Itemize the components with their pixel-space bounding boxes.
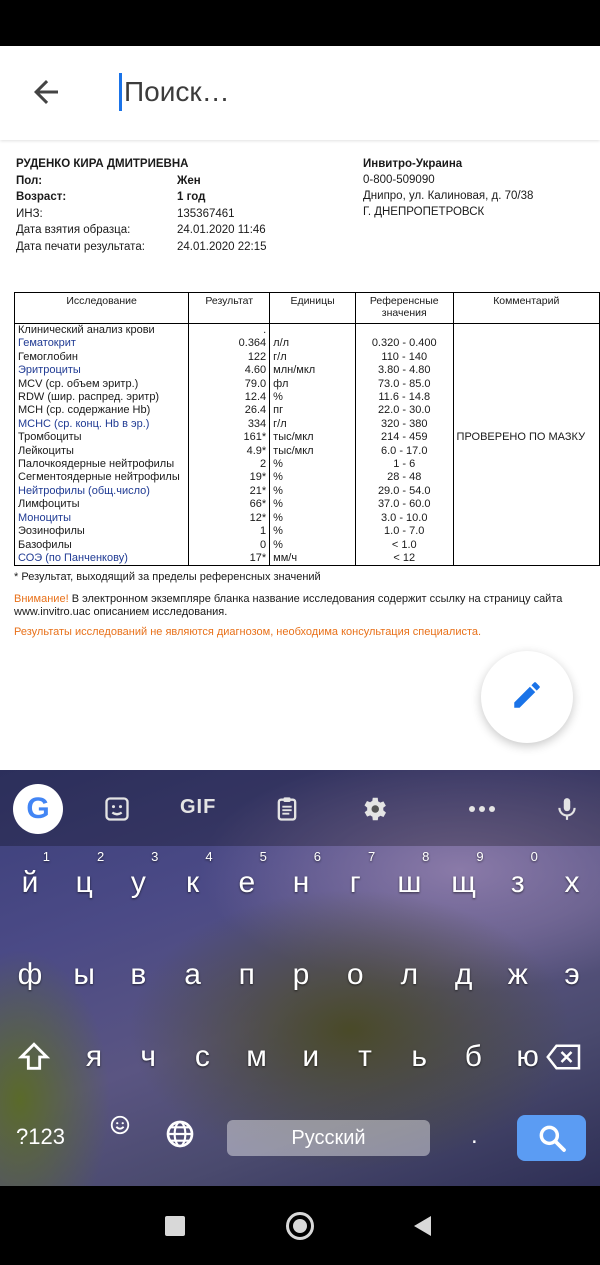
footnote: * Результат, выходящий за пределы референсных значений <box>14 571 321 583</box>
test-name[interactable]: MCHC (ср. конц. Hb в эр.) <box>15 418 189 431</box>
comment <box>453 337 599 350</box>
result-value: 1 <box>189 525 270 538</box>
key-ч[interactable] <box>124 1032 172 1082</box>
lab-info <box>363 158 533 222</box>
test-name: Сегментоядерные нейтрофилы <box>15 471 189 484</box>
comment <box>453 512 599 525</box>
reference-range <box>355 324 453 338</box>
table-row <box>15 512 600 525</box>
table-row <box>15 378 600 391</box>
test-name: Тромбоциты <box>15 431 189 444</box>
key-hint: 1 <box>42 849 50 864</box>
patient-field <box>16 191 206 208</box>
unit: тыс/мкл <box>270 431 356 444</box>
triangle-back-icon[interactable] <box>411 1214 433 1243</box>
table-row <box>15 445 600 458</box>
patient-field <box>16 207 235 225</box>
header-units: Единицы <box>270 293 356 324</box>
table-row <box>15 498 600 511</box>
field-label: Пол: <box>16 174 43 187</box>
result-value: 4.9* <box>189 445 270 458</box>
test-name: Гемоглобин <box>15 351 189 364</box>
key-hint: 6 <box>313 849 321 864</box>
comment <box>453 324 599 338</box>
result-value: 26.4 <box>189 404 270 417</box>
arrow-left-icon[interactable] <box>28 74 64 110</box>
field-label: Возраст: <box>16 191 67 203</box>
result-value: 79.0 <box>189 378 270 391</box>
patient-info <box>16 158 267 257</box>
key-label: р <box>292 958 310 991</box>
result-value: 4.60 <box>189 364 270 377</box>
key-х[interactable] <box>548 858 596 908</box>
key-а[interactable] <box>169 950 217 1000</box>
result-value: 12.4 <box>189 391 270 404</box>
table-row <box>15 485 600 498</box>
key-label: и <box>302 1040 320 1073</box>
globe-icon[interactable] <box>156 1112 204 1162</box>
unit: г/л <box>270 418 356 431</box>
key-label: с <box>194 1040 210 1073</box>
key-hint: 8 <box>422 849 430 864</box>
key-в[interactable] <box>114 950 162 1000</box>
comment <box>453 351 599 364</box>
key-label: ч <box>140 1040 156 1073</box>
key-label: д <box>454 958 473 991</box>
key-label: ь <box>411 1040 427 1073</box>
comment <box>453 378 599 391</box>
backspace-key[interactable] <box>540 1032 588 1082</box>
key-label: ф <box>17 958 43 991</box>
table-row <box>15 539 600 552</box>
key-label: л <box>400 958 419 991</box>
key-г[interactable] <box>331 849 379 908</box>
key-label: т <box>358 1040 372 1073</box>
key-н[interactable] <box>277 849 325 908</box>
key-hint: 4 <box>205 849 213 864</box>
key-о[interactable] <box>331 950 379 1000</box>
key-й[interactable] <box>6 849 54 908</box>
comment <box>453 552 599 566</box>
key-д[interactable] <box>440 950 488 1000</box>
key-hint: 9 <box>476 849 484 864</box>
key-label: п <box>238 958 255 991</box>
header-result: Результат <box>189 293 270 324</box>
result-value: 0.364 <box>189 337 270 350</box>
comment <box>453 525 599 538</box>
key-hint: 5 <box>259 849 267 864</box>
text-cursor <box>119 73 122 111</box>
warning-note <box>14 593 584 619</box>
key-ц[interactable] <box>60 849 108 908</box>
table-row <box>15 324 600 338</box>
key-label: е <box>238 866 256 899</box>
unit <box>270 324 356 338</box>
comment <box>453 445 599 458</box>
gear-icon[interactable] <box>357 792 391 826</box>
lab-phone: 0-800-509090 <box>363 174 435 186</box>
reference-range: 0.320 - 0.400 <box>355 337 453 350</box>
test-name: Эозинофилы <box>15 525 189 538</box>
key-label: й <box>21 866 39 899</box>
result-value: 334 <box>189 418 270 431</box>
key-к[interactable] <box>169 849 217 908</box>
key-label: м <box>246 1040 267 1073</box>
search-bar <box>0 46 600 140</box>
key-т[interactable] <box>341 1032 389 1082</box>
test-name: MCH (ср. содержание Hb) <box>15 404 189 417</box>
unit: % <box>270 525 356 538</box>
key-label: з <box>510 866 525 899</box>
result-value: 0 <box>189 539 270 552</box>
unit: % <box>270 458 356 471</box>
reference-range: 73.0 - 85.0 <box>355 378 453 391</box>
key-р[interactable] <box>277 950 325 1000</box>
symbols-key[interactable]: ?123 <box>16 1124 65 1149</box>
result-value: 161* <box>189 431 270 444</box>
status-bar <box>0 0 600 46</box>
key-label: у <box>130 866 146 899</box>
reference-range: 320 - 380 <box>355 418 453 431</box>
keyboard <box>0 770 600 1186</box>
key-label: о <box>346 958 364 991</box>
reference-range: 214 - 459 <box>355 431 453 444</box>
table-row <box>15 552 600 566</box>
comment: ПРОВЕРЕНО ПО МАЗКУ <box>453 431 599 444</box>
table-row <box>15 471 600 484</box>
key-п[interactable] <box>223 950 271 1000</box>
key-ж[interactable] <box>494 950 542 1000</box>
comment <box>453 498 599 511</box>
unit: % <box>270 512 356 525</box>
edit-button[interactable] <box>481 651 573 743</box>
warning-label: Внимание! <box>14 593 69 605</box>
key-з[interactable] <box>494 849 542 908</box>
table-row <box>15 337 600 350</box>
more-icon[interactable] <box>465 792 499 826</box>
comment <box>453 364 599 377</box>
reference-range: 37.0 - 60.0 <box>355 498 453 511</box>
square-recents-icon[interactable] <box>165 1216 185 1236</box>
reference-range: 28 - 48 <box>355 471 453 484</box>
comment <box>453 485 599 498</box>
table-row <box>15 364 600 377</box>
unit: л/л <box>270 337 356 350</box>
field-label: ИНЗ: <box>16 207 43 220</box>
field-value: Жен <box>177 174 201 187</box>
disclaimer: Результаты исследований не являются диагнозом, необходима консультация специалиста. <box>14 626 482 638</box>
comment <box>453 471 599 484</box>
key-label: б <box>464 1040 482 1073</box>
unit: фл <box>270 378 356 391</box>
key-б[interactable] <box>449 1032 497 1082</box>
space-key[interactable]: Русский <box>227 1120 430 1156</box>
comment <box>453 404 599 417</box>
reference-range: 6.0 - 17.0 <box>355 445 453 458</box>
results-table <box>14 292 600 566</box>
unit: % <box>270 539 356 552</box>
reference-range: 29.0 - 54.0 <box>355 485 453 498</box>
key-э[interactable] <box>548 950 596 1000</box>
result-value: . <box>189 324 270 338</box>
reference-range: 11.6 - 14.8 <box>355 391 453 404</box>
key-ь[interactable] <box>395 1032 443 1082</box>
result-value: 17* <box>189 552 270 566</box>
header-comment: Комментарий <box>453 293 599 324</box>
test-name[interactable]: Нейтрофилы (общ.число) <box>15 485 189 498</box>
key-label: а <box>184 958 201 991</box>
test-name: Палочкоядерные нейтрофилы <box>15 458 189 471</box>
result-value: 66* <box>189 498 270 511</box>
reference-range: < 12 <box>355 552 453 566</box>
table-row <box>15 391 600 404</box>
key-label: ы <box>73 958 95 991</box>
result-value: 19* <box>189 471 270 484</box>
comment <box>453 458 599 471</box>
unit: г/л <box>270 351 356 364</box>
key-е[interactable] <box>223 849 271 908</box>
comment <box>453 391 599 404</box>
emoji-key[interactable] <box>96 1105 144 1155</box>
key-я[interactable] <box>70 1032 118 1082</box>
key-ф[interactable] <box>6 950 54 1000</box>
test-name[interactable]: Моноциты <box>15 512 189 525</box>
unit: % <box>270 485 356 498</box>
key-и[interactable] <box>287 1032 335 1082</box>
unit: пг <box>270 404 356 417</box>
key-ы[interactable] <box>60 950 108 1000</box>
field-value: 1 год <box>177 191 206 203</box>
search-enter-key[interactable] <box>517 1115 586 1161</box>
field-label: Дата печати результата: <box>16 240 145 253</box>
unit: % <box>270 391 356 404</box>
unit: % <box>270 498 356 511</box>
warning-text: В электронном экземпляре бланка название исследования содержит ссылку на страницу сайта www.invitro.uac описанием исследования. <box>14 593 563 618</box>
key-hint: 2 <box>96 849 105 864</box>
patient-field <box>16 224 266 241</box>
unit: % <box>270 471 356 484</box>
table-row <box>15 431 600 444</box>
key-м[interactable] <box>233 1032 281 1082</box>
field-value: 135367461 <box>177 207 235 220</box>
test-name[interactable]: Гематокрит <box>15 337 189 350</box>
test-name: RDW (шир. распред. эритр) <box>15 391 189 404</box>
reference-range: 1.0 - 7.0 <box>355 525 453 538</box>
reference-range: 3.0 - 10.0 <box>355 512 453 525</box>
key-label: э <box>564 958 580 991</box>
test-name: Лимфоциты <box>15 498 189 511</box>
result-value: 2 <box>189 458 270 471</box>
key-hint: 0 <box>530 849 538 864</box>
test-name: Базофилы <box>15 539 189 552</box>
result-value: 12* <box>189 512 270 525</box>
patient-field <box>16 240 267 258</box>
patient-field <box>16 174 201 192</box>
key-label: х <box>564 866 580 899</box>
key-ш[interactable] <box>385 849 433 908</box>
reference-range: 22.0 - 30.0 <box>355 404 453 417</box>
key-label: в <box>130 958 147 991</box>
unit: тыс/мкл <box>270 445 356 458</box>
unit: млн/мкл <box>270 364 356 377</box>
search-input[interactable] <box>124 68 564 116</box>
navigation-bar <box>0 1186 600 1265</box>
unit: мм/ч <box>270 552 356 566</box>
table-row <box>15 525 600 538</box>
key-у[interactable] <box>114 849 162 908</box>
field-label: Дата взятия образца: <box>16 224 131 236</box>
table-row <box>15 404 600 417</box>
header-reference: Референсные значения <box>355 293 453 324</box>
google-icon[interactable]: G <box>13 784 63 834</box>
key-щ[interactable] <box>440 849 488 908</box>
reference-range: 1 - 6 <box>355 458 453 471</box>
key-hint: 3 <box>151 849 159 864</box>
keyboard-toolbar <box>0 770 600 846</box>
table-row <box>15 418 600 431</box>
field-value: 24.01.2020 11:46 <box>177 224 266 236</box>
key-label: ю <box>516 1040 539 1073</box>
field-value: 24.01.2020 22:15 <box>177 240 267 253</box>
sticker-icon[interactable] <box>100 792 134 826</box>
comment <box>453 418 599 431</box>
key-label: ж <box>507 958 528 991</box>
table-header <box>15 293 600 324</box>
clipboard-icon[interactable] <box>270 792 304 826</box>
shift-key[interactable] <box>10 1032 58 1082</box>
patient-name: РУДЕНКО КИРА ДМИТРИЕВНА <box>16 158 189 170</box>
table-row <box>15 458 600 471</box>
test-name[interactable]: Эритроциты <box>15 364 189 377</box>
key-label: ш <box>397 866 422 899</box>
lab-city: Г. ДНЕПРОПЕТРОВСК <box>363 206 485 218</box>
comment <box>453 539 599 552</box>
pencil-icon <box>510 678 544 717</box>
test-name: Лейкоциты <box>15 445 189 458</box>
test-name: MCV (ср. объем эритр.) <box>15 378 189 391</box>
microphone-icon[interactable] <box>550 792 584 826</box>
key-label: я <box>85 1040 103 1073</box>
key-с[interactable] <box>178 1032 226 1082</box>
key-label: к <box>186 866 200 899</box>
lab-address: Днипро, ул. Калиновая, д. 70/38 <box>363 190 534 202</box>
period-key[interactable]: . <box>471 1122 478 1149</box>
gif-icon[interactable]: GIF <box>180 796 217 818</box>
key-л[interactable] <box>385 950 433 1000</box>
lab-name: Инвитро-Украина <box>363 158 463 170</box>
reference-range: < 1.0 <box>355 539 453 552</box>
result-value: 122 <box>189 351 270 364</box>
key-hint: 7 <box>367 849 376 864</box>
key-label: щ <box>451 866 476 899</box>
test-name[interactable]: СОЭ (по Панченкову) <box>15 552 189 566</box>
header-test: Исследование <box>15 293 189 324</box>
key-label: г <box>349 866 361 899</box>
test-name: Клинический анализ крови <box>15 324 189 338</box>
key-label: н <box>292 866 310 899</box>
reference-range: 3.80 - 4.80 <box>355 364 453 377</box>
key-label: ц <box>75 866 93 899</box>
circle-home-icon[interactable] <box>286 1212 314 1240</box>
table-row <box>15 351 600 364</box>
reference-range: 110 - 140 <box>355 351 453 364</box>
result-value: 21* <box>189 485 270 498</box>
